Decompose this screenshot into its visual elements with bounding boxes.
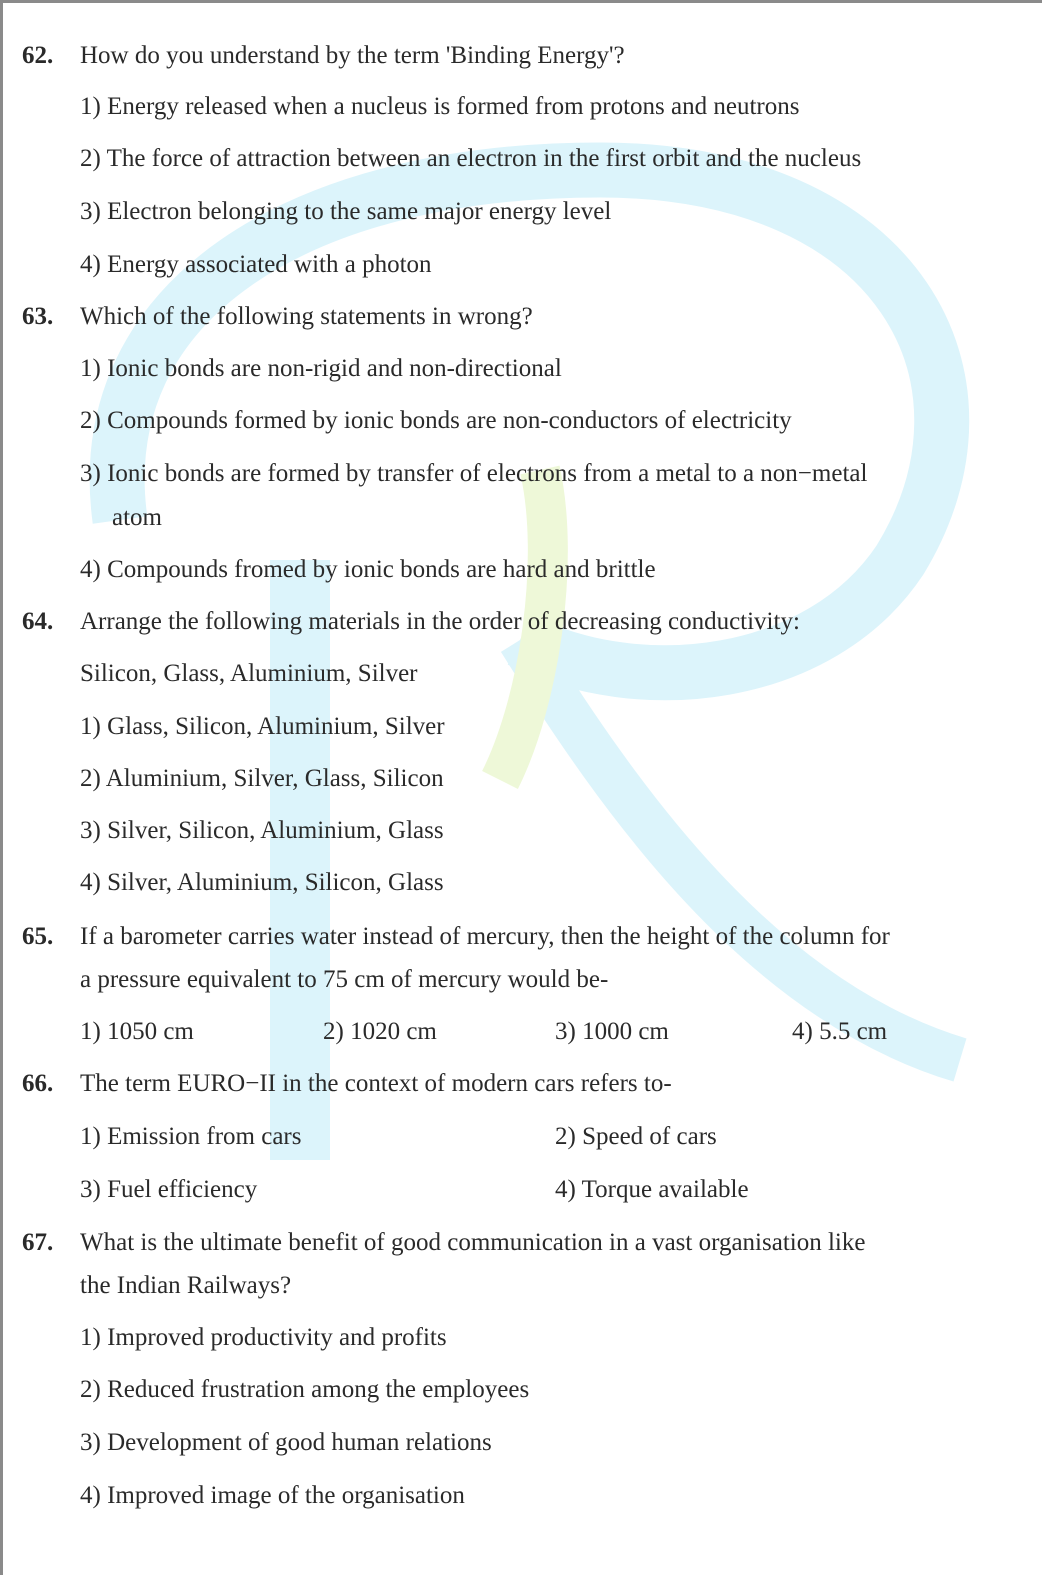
option-text: 2) The force of attraction between an electron in the first orbit and the nucleus — [80, 145, 862, 172]
question-text: Which of the following statements in wrong? — [80, 303, 533, 330]
question-text: a pressure equivalent to 75 cm of mercury would be- — [80, 966, 609, 993]
question-text: Arrange the following materials in the order of decreasing conductivity: — [80, 608, 800, 635]
option-text: 4) Torque available — [555, 1176, 749, 1203]
option-text: 3) Fuel efficiency — [80, 1176, 258, 1203]
option-text: 3) Development of good human relations — [80, 1429, 492, 1456]
option-text: 4) 5.5 cm — [792, 1018, 888, 1045]
option-text: 4) Energy associated with a photon — [80, 251, 432, 278]
option-text: 1) Ionic bonds are non-rigid and non-directional — [80, 355, 562, 382]
option-text: 1) Glass, Silicon, Aluminium, Silver — [80, 713, 445, 740]
question-number: 67. — [22, 1229, 54, 1256]
option-text: 2) Speed of cars — [555, 1123, 717, 1150]
option-text: 3) 1000 cm — [555, 1018, 669, 1045]
question-number: 66. — [22, 1070, 54, 1097]
option-text: 1) Emission from cars — [80, 1123, 302, 1150]
option-text: 2) 1020 cm — [323, 1018, 437, 1045]
question-text: the Indian Railways? — [80, 1272, 292, 1299]
question-text: What is the ultimate benefit of good communication in a vast organisation like — [80, 1229, 866, 1256]
question-text: The term EURO−II in the context of modern cars refers to- — [80, 1070, 672, 1097]
option-text: 4) Improved image of the organisation — [80, 1482, 465, 1509]
option-text: 2) Compounds formed by ionic bonds are non-conductors of electricity — [80, 407, 792, 434]
option-text: 1) Improved productivity and profits — [80, 1324, 447, 1351]
option-text: 3) Ionic bonds are formed by transfer of electrons from a metal to a non−metal — [80, 460, 868, 487]
question-number: 64. — [22, 608, 54, 635]
question-text: If a barometer carries water instead of mercury, then the height of the column for — [80, 923, 890, 950]
option-text: 4) Compounds fromed by ionic bonds are hard and brittle — [80, 556, 656, 583]
question-number: 62. — [22, 42, 54, 69]
question-number: 65. — [22, 923, 54, 950]
option-text: 2) Aluminium, Silver, Glass, Silicon — [80, 765, 444, 792]
option-text: 1) 1050 cm — [80, 1018, 194, 1045]
option-text: 3) Electron belonging to the same major energy level — [80, 198, 612, 225]
option-text: 3) Silver, Silicon, Aluminium, Glass — [80, 817, 444, 844]
option-text: 1) Energy released when a nucleus is formed from protons and neutrons — [80, 93, 800, 120]
question-text: How do you understand by the term 'Binding Energy'? — [80, 42, 625, 69]
option-text: atom — [112, 504, 162, 531]
question-number: 63. — [22, 303, 54, 330]
option-text: 4) Silver, Aluminium, Silicon, Glass — [80, 869, 444, 896]
question-text: Silicon, Glass, Aluminium, Silver — [80, 660, 418, 687]
option-text: 2) Reduced frustration among the employees — [80, 1376, 530, 1403]
